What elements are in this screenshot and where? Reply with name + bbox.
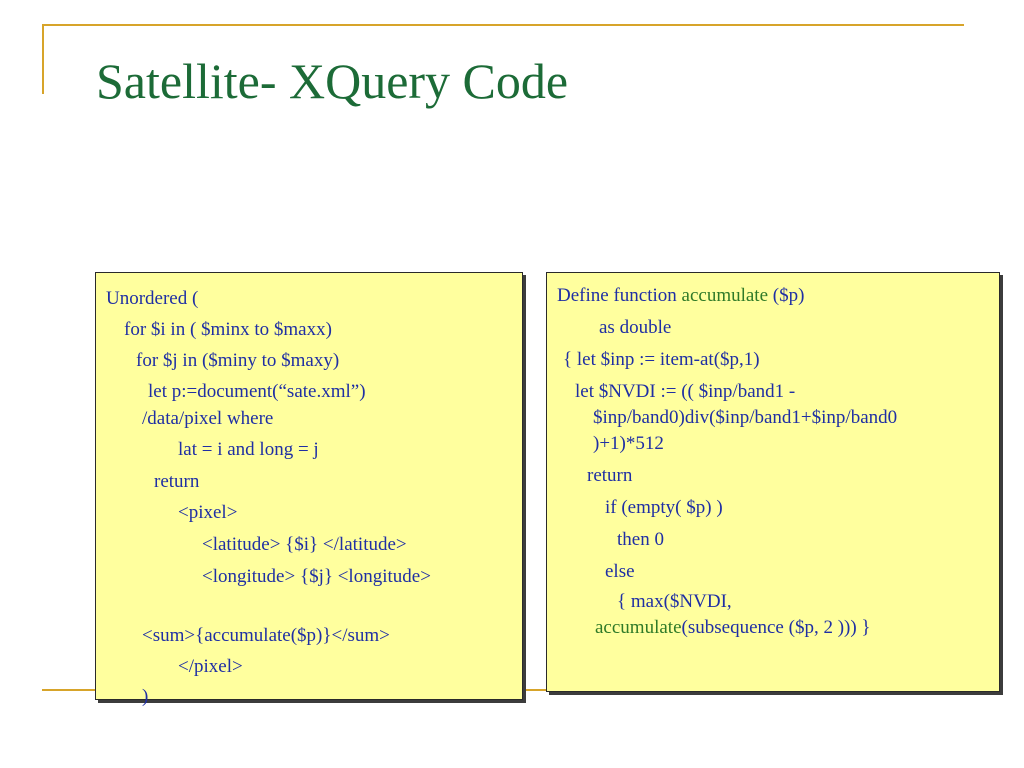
code-line — [595, 612, 871, 643]
code-line: let $NVDI := (( $inp/band1 - — [575, 381, 796, 402]
code-text: (subsequence ($p, 2 ))) } — [681, 617, 871, 638]
code-line: as double — [599, 317, 672, 338]
code-line: then 0 — [617, 529, 664, 550]
code-line: if (empty( $p) ) — [605, 497, 723, 518]
code-line — [557, 280, 804, 311]
code-line: Unordered ( — [106, 288, 199, 309]
code-line: return — [587, 465, 633, 486]
left-code-box — [95, 272, 523, 707]
code-line: <pixel> — [178, 502, 238, 523]
code-line: { let $inp := item-at($p,1) — [563, 349, 760, 370]
top-accent-rule — [42, 24, 964, 26]
code-line: <longitude> {$j} <longitude> — [202, 566, 431, 587]
code-line: lat = i and long = j — [178, 439, 319, 460]
code-line: <sum>{accumulate($p)}</sum> — [142, 625, 390, 646]
code-line: return — [154, 471, 200, 492]
code-line: for $i in ( $minx to $maxx) — [124, 319, 332, 340]
code-line: )+1)*512 — [593, 433, 664, 454]
code-line: $inp/band0)div($inp/band1+$inp/band0 — [593, 407, 898, 428]
code-line: for $j in ($miny to $maxy) — [136, 350, 340, 371]
function-name: accumulate — [595, 617, 682, 638]
code-text: Define function — [557, 285, 682, 306]
left-accent-rule — [42, 24, 44, 94]
code-line: let p:=document(“sate.xml”) — [148, 381, 366, 402]
code-line: <latitude> {$i} </latitude> — [202, 534, 407, 555]
right-code-box — [546, 272, 1000, 692]
code-line: { max($NVDI, — [617, 591, 732, 612]
code-line: </pixel> — [178, 656, 243, 677]
function-name: accumulate — [681, 285, 769, 306]
slide-title: Satellite- XQuery Code — [96, 53, 569, 109]
code-text: ($p) — [768, 285, 805, 306]
code-line: ) — [142, 686, 149, 707]
code-line: /data/pixel where — [142, 408, 274, 429]
code-line: else — [605, 561, 635, 582]
